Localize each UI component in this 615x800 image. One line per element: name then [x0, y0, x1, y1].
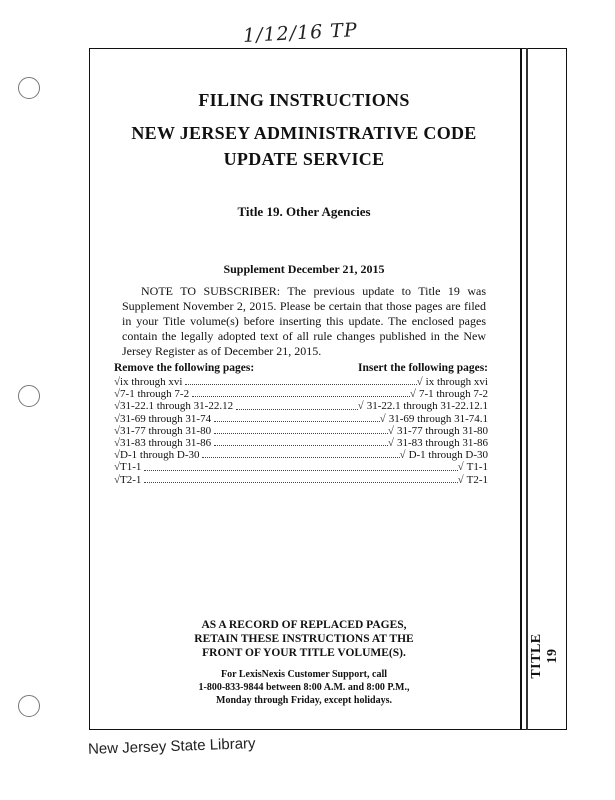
table-row — [114, 449, 488, 461]
pages-table-header — [114, 362, 488, 374]
table-row — [114, 413, 488, 425]
checkmark-icon: √ — [387, 436, 394, 449]
checkmark-icon: √ — [114, 424, 121, 437]
remove-pages-cell: 31-69 through 31-74 — [120, 412, 212, 425]
table-row — [114, 474, 488, 486]
support-line-3: Monday through Friday, except holidays. — [216, 695, 392, 706]
remove-header: Remove the following pages: — [114, 362, 255, 374]
checkmark-icon: √ — [114, 436, 121, 449]
leader-dots — [214, 444, 388, 446]
remove-pages-cell: T2-1 — [120, 473, 142, 486]
checkmark-icon: √ — [409, 388, 416, 401]
remove-pages-cell: D-1 through D-30 — [120, 449, 200, 462]
library-stamp: New Jersey State Library — [87, 735, 256, 758]
leader-dots — [192, 395, 410, 397]
insert-pages-cell: 31-77 through 31-80 — [396, 424, 488, 437]
tab-divider — [526, 48, 528, 730]
leader-dots — [144, 469, 457, 471]
record-line-3: FRONT OF YOUR TITLE VOLUME(S). — [202, 647, 406, 659]
checkmark-icon: √ — [379, 412, 386, 425]
checkmark-icon: √ — [357, 400, 364, 413]
insert-pages-cell: 31-83 through 31-86 — [396, 436, 488, 449]
punch-hole-top — [18, 77, 40, 99]
support-line-1: For LexisNexis Customer Support, call — [220, 669, 387, 680]
leader-dots — [214, 432, 388, 434]
checkmark-icon: √ — [416, 376, 423, 388]
checkmark-icon: √ — [114, 388, 121, 401]
insert-pages-cell: T2-1 — [466, 473, 488, 486]
support-line-2: 1-800-833-9844 between 8:00 A.M. and 8:00 P.M., — [198, 682, 410, 693]
leader-dots — [236, 408, 358, 410]
punch-hole-bottom — [18, 695, 40, 717]
checkmark-icon: √ — [387, 424, 394, 437]
checkmark-icon: √ — [457, 461, 464, 474]
insert-pages-cell: T1-1 — [466, 461, 488, 474]
table-row — [114, 461, 488, 473]
punch-hole-middle — [18, 385, 40, 407]
heading-update-service: UPDATE SERVICE — [223, 149, 385, 169]
record-notice — [89, 618, 519, 660]
insert-pages-cell: D-1 through D-30 — [408, 449, 488, 462]
pages-table — [114, 362, 488, 486]
table-row — [114, 425, 488, 437]
pages-table-rows — [114, 376, 488, 486]
leader-dots — [214, 420, 380, 422]
checkmark-icon: √ — [114, 461, 121, 474]
checkmark-icon: √ — [457, 473, 464, 486]
frame-divider — [520, 48, 522, 730]
remove-pages-cell: 31-77 through 31-80 — [120, 424, 212, 437]
table-row — [114, 400, 488, 412]
table-row — [114, 376, 488, 388]
title-line: Title 19. Other Agencies — [237, 204, 371, 219]
remove-pages-cell: ix through xvi — [120, 376, 183, 388]
handwritten-note: 1/12/16 TP — [242, 19, 359, 47]
record-line-2: RETAIN THESE INSTRUCTIONS AT THE — [194, 633, 414, 645]
leader-dots — [202, 456, 399, 458]
remove-pages-cell: T1-1 — [120, 461, 142, 474]
checkmark-icon: √ — [114, 449, 121, 462]
heading-filing-instructions: FILING INSTRUCTIONS — [198, 90, 410, 110]
support-info — [89, 668, 519, 707]
insert-pages-cell: 31-22.1 through 31-22.12.1 — [366, 400, 488, 413]
checkmark-icon: √ — [399, 449, 406, 462]
checkmark-icon: √ — [114, 400, 121, 413]
checkmark-icon: √ — [114, 473, 121, 486]
record-line-1: AS A RECORD OF REPLACED PAGES, — [201, 619, 407, 631]
remove-pages-cell: 31-22.1 through 31-22.12 — [120, 400, 234, 413]
table-row — [114, 388, 488, 400]
remove-pages-cell: 7-1 through 7-2 — [120, 388, 190, 401]
side-tab-title: TITLE 19 — [529, 633, 560, 679]
insert-pages-cell: ix through xvi — [425, 376, 488, 388]
remove-pages-cell: 31-83 through 31-86 — [120, 436, 212, 449]
subscriber-note: NOTE TO SUBSCRIBER: The previous update to Title 19 was Supplement November 2, 2015. Please be certain that those pages are filed in your Title volume(s) before inserting this update. The enclosed pages contain the legally adopted text of all rule changes published in the New Jersey Register as of December 21, 2015. — [122, 284, 486, 358]
checkmark-icon: √ — [114, 376, 121, 388]
supplement-date: Supplement December 21, 2015 — [223, 262, 385, 276]
insert-pages-cell: 7-1 through 7-2 — [418, 388, 488, 401]
table-row — [114, 437, 488, 449]
insert-pages-cell: 31-69 through 31-74.1 — [388, 412, 488, 425]
heading-code-name: NEW JERSEY ADMINISTRATIVE CODE — [131, 123, 477, 143]
leader-dots — [185, 383, 416, 385]
insert-header: Insert the following pages: — [357, 362, 488, 374]
leader-dots — [144, 481, 457, 483]
checkmark-icon: √ — [114, 412, 121, 425]
